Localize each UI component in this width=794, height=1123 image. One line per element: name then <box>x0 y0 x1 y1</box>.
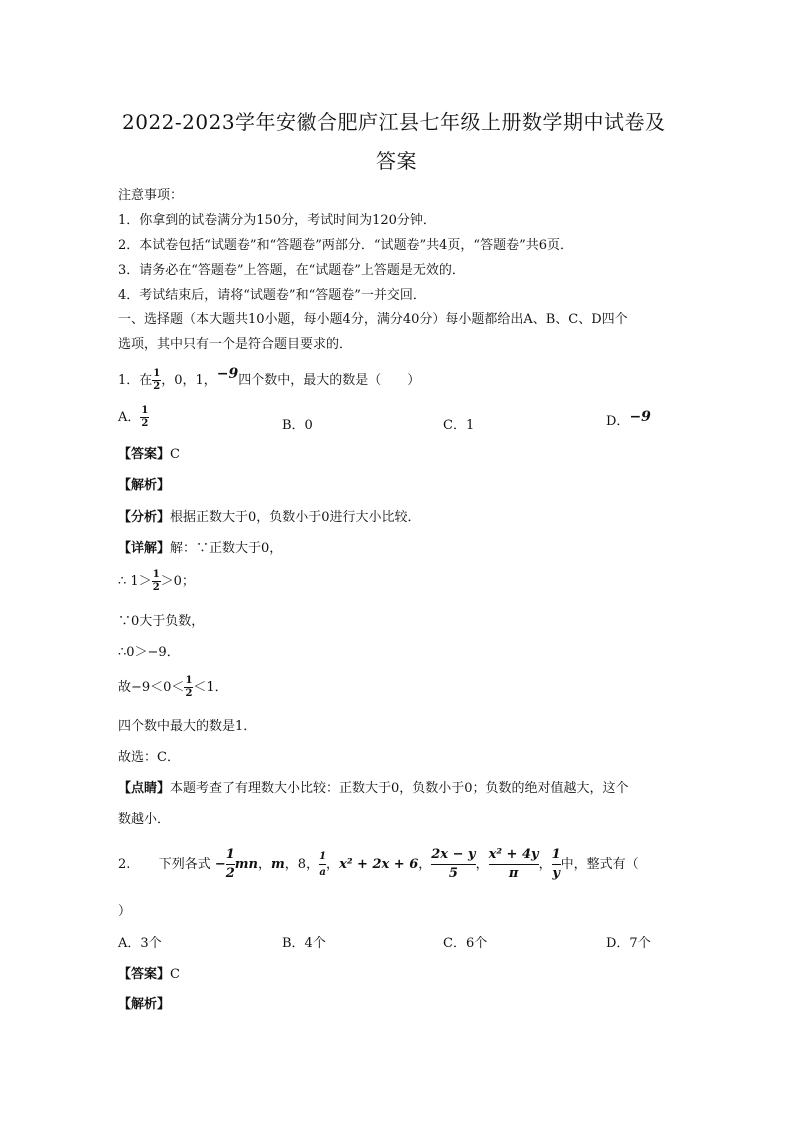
notice-item: 3．请务必在“答题卷”上答题，在“试题卷”上答题是无效的． <box>118 263 465 278</box>
expr-polynomial: x² + 2x + 6 <box>339 857 419 872</box>
expr-2x-minus-y-over-5 <box>431 848 475 882</box>
answer-value: C <box>170 447 180 462</box>
dianjing-text: 本题考查了有理数大小比较：正数大于0，负数小于0；负数的绝对值越大，这个 <box>170 781 629 796</box>
xiangjie-text: 解：∵正数大于0， <box>170 541 283 556</box>
frac-denominator: 2 <box>185 688 193 699</box>
frac-denominator: π <box>508 866 519 881</box>
option-d: D．7个 <box>606 936 651 951</box>
xiangjie-label: 【详解】 <box>118 541 171 556</box>
frac-denominator: a <box>319 867 326 878</box>
section-heading-line1: 一、选择题（本大题共10小题，每小题4分，满分40分）每小题都给出A、B、C、D四个 <box>118 312 628 327</box>
step-6: 故选：C． <box>118 750 180 765</box>
option-b: B．4个 <box>282 936 326 951</box>
option-a <box>118 398 149 438</box>
fenxi-label: 【分析】 <box>118 510 171 525</box>
frac-numerator: 1 <box>319 851 327 862</box>
frac-numerator: 1 <box>225 846 235 862</box>
q1-prefix: 1．在 <box>118 373 153 388</box>
analysis-label: 【解析】 <box>118 997 171 1012</box>
option-c: C．1 <box>443 418 475 433</box>
step-2: ∵0大于负数， <box>118 614 205 629</box>
neg-nine: −9 <box>629 409 651 425</box>
frac-denominator: 2 <box>152 582 160 593</box>
frac-denominator: 2 <box>153 381 161 392</box>
comma: ， <box>326 857 340 872</box>
answer-line <box>118 443 180 462</box>
step-4 <box>118 668 228 708</box>
expr-mn: mn <box>234 857 259 872</box>
q2-prefix: 下列各式 <box>158 857 211 872</box>
option-d-label: D． <box>606 414 630 429</box>
q2-suffix: 中，整式有（ <box>560 857 639 872</box>
fraction-bar <box>431 864 475 865</box>
q2-close-paren: ） <box>118 904 132 919</box>
comma: ， <box>538 857 552 872</box>
frac-denominator: y <box>552 866 560 881</box>
section-heading-line2: 选项，其中只有一个是符合题目要求的． <box>118 337 353 352</box>
fraction-bar <box>226 864 235 865</box>
dianjing-line2: 数越小． <box>118 812 171 827</box>
step-4-right: ＜1． <box>193 680 228 695</box>
step-5: 四个数中最大的数是1． <box>118 719 257 734</box>
step-1-right: ＞0； <box>160 574 195 589</box>
step-1-left: ∴ 1＞ <box>118 574 152 589</box>
analysis-label: 【解析】 <box>118 478 171 493</box>
dianjing-label: 【点睛】 <box>118 781 171 796</box>
frac-numerator: 1 <box>152 569 160 580</box>
frac-numerator: 1 <box>185 675 193 686</box>
answer-value: C <box>170 967 180 982</box>
dianjing-line1 <box>118 777 629 796</box>
analysis-fenxi <box>118 506 421 525</box>
expr-one-over-y <box>552 848 561 882</box>
frac-numerator: 1 <box>551 846 561 862</box>
expr-m: m <box>271 857 285 872</box>
option-d <box>606 410 651 429</box>
q1-suffix: 四个数中，最大的数是（ ） <box>238 373 421 388</box>
expr-one-over-a <box>319 851 326 878</box>
comma: ， <box>418 857 432 872</box>
analysis-xiangjie <box>118 537 282 556</box>
answer-label: 【答案】 <box>118 967 171 982</box>
q2-number: 2. <box>118 857 131 872</box>
expr-over-pi <box>489 848 539 882</box>
q1-middle: ，0，1， <box>161 373 217 388</box>
step-3: ∴0＞−9． <box>118 645 180 660</box>
frac-numerator: 1 <box>153 368 161 379</box>
frac-numerator: x² + 4y <box>488 846 539 862</box>
fraction-one-half <box>140 406 149 429</box>
comma: ， <box>475 857 489 872</box>
page-title-line1: 2022-2023学年安徽合肥庐江县七年级上册数学期中试卷及 <box>122 110 666 134</box>
fraction-bar <box>319 864 326 865</box>
frac-denominator: 2 <box>141 418 149 429</box>
option-a-label: A． <box>118 410 141 425</box>
expr-half <box>226 848 235 882</box>
fenxi-text: 根据正数大于0，负数小于0进行大小比较． <box>170 510 421 525</box>
notice-item: 1．你拿到的试卷满分为150分，考试时间为120分钟． <box>118 213 436 228</box>
frac-numerator: 1 <box>141 405 149 416</box>
separator: ，8， <box>284 857 320 872</box>
fraction-one-half <box>152 369 161 392</box>
minus-sign: − <box>214 857 226 872</box>
notice-heading: 注意事项： <box>118 188 184 203</box>
answer-line <box>118 963 180 982</box>
question-1-stem <box>118 360 420 401</box>
neg-nine: −9 <box>216 366 239 382</box>
notice-item: 2．本试卷包括“试题卷”和“答题卷”两部分．“试题卷”共4页，“答题卷”共6页． <box>118 238 573 253</box>
fraction-bar <box>552 864 561 865</box>
option-b: B．0 <box>282 418 313 433</box>
fraction-one-half <box>152 570 161 593</box>
comma: ， <box>258 857 272 872</box>
answer-label: 【答案】 <box>118 447 171 462</box>
fraction-bar <box>489 864 539 865</box>
option-a: A．3个 <box>118 936 162 951</box>
notice-item: 4．考试结束后，请将“试题卷”和“答题卷”一并交回． <box>118 288 426 303</box>
question-2-stem <box>118 840 639 890</box>
step-1 <box>118 562 195 602</box>
step-4-left: 故−9＜0＜ <box>118 680 185 695</box>
option-c: C．6个 <box>443 936 488 951</box>
frac-numerator: 2x − y <box>431 846 476 862</box>
frac-denominator: 5 <box>448 866 458 881</box>
page-title-line2: 答案 <box>376 149 417 173</box>
frac-denominator: 2 <box>225 866 235 881</box>
